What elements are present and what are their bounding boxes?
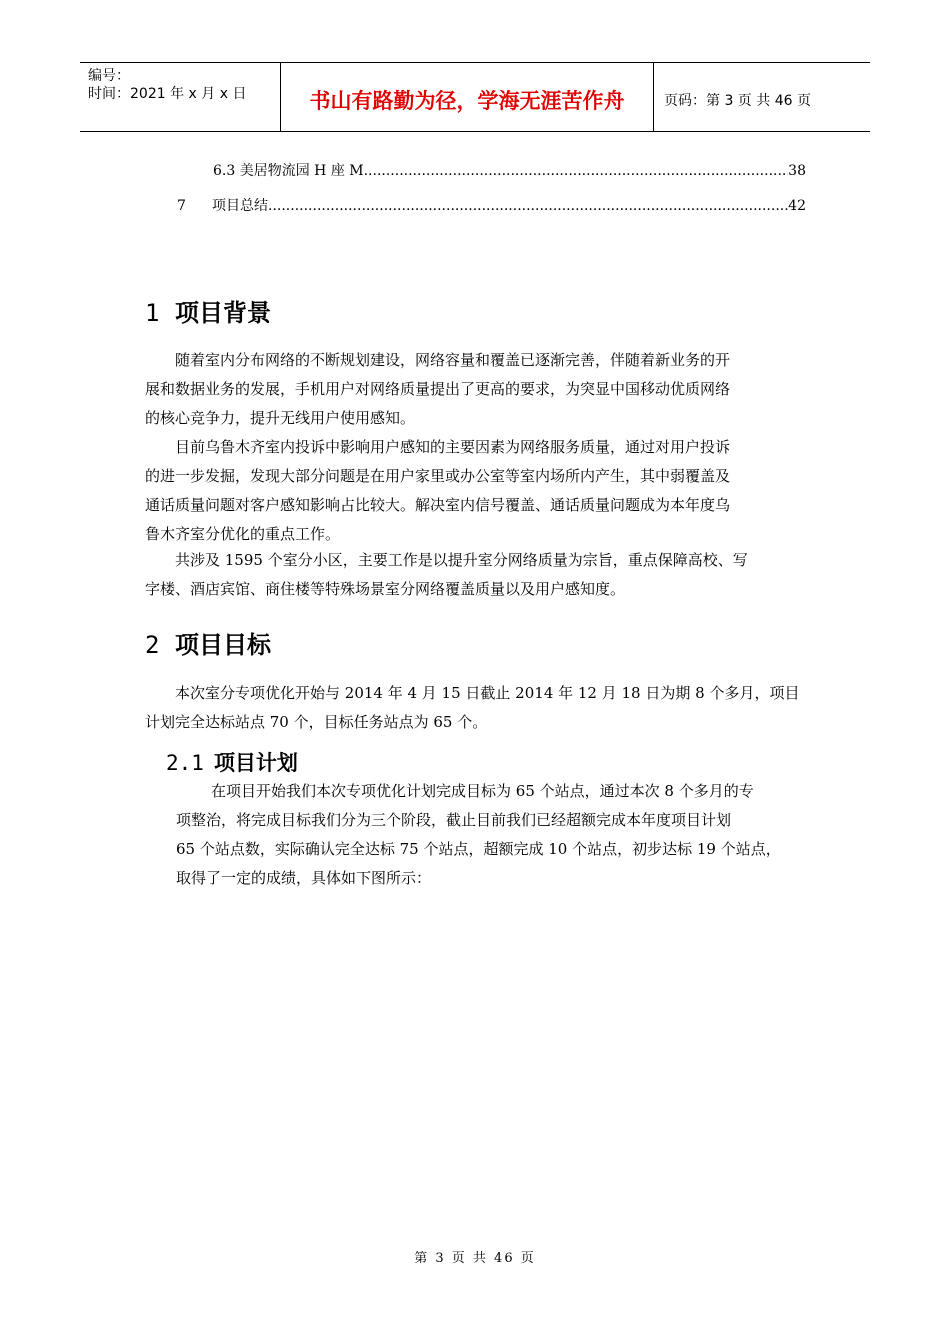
text-line: 随着室内分布网络的不断规划建设，网络容量和覆盖已逐渐完善，伴随着新业务的开 [175, 351, 731, 369]
text-line: 通话质量问题对客户感知影响占比较大。解决室内信号覆盖、通话质量问题成为本年度乌 [145, 496, 731, 514]
text-line: 字楼、酒店宾馆、商住楼等特殊场景室分网络覆盖质量以及用户感知度。 [145, 580, 626, 598]
toc-leader-dots [364, 163, 789, 179]
section-1-number: 1 [145, 299, 160, 327]
text-line: 65 个站点数，实际确认完全达标 75 个站点，超额完成 10 个站点，初步达标 19 个站点， [176, 840, 781, 858]
toc-entry-number: 7 [177, 198, 186, 214]
section-2-number: 2 [145, 631, 160, 659]
section-2-title: 项目目标 [175, 631, 271, 659]
page-header [80, 62, 870, 132]
section-2-1-paragraph [176, 777, 816, 893]
text-line: 取得了一定的成绩，具体如下图所示： [176, 869, 432, 887]
header-motto: 书山有路勤为径，学海无涯苦作舟 [281, 63, 654, 131]
section-2-paragraph [145, 679, 805, 737]
section-2-1-number: 2.1 [166, 751, 204, 775]
text-line: 的进一步发掘，发现大部分问题是在用户家里或办公室等室内场所内产生，其中弱覆盖及 [145, 467, 731, 485]
text-line: 计划完全达标站点 70 个，目标任务站点为 65 个。 [145, 713, 488, 731]
toc-entry[interactable] [213, 160, 806, 180]
section-1-paragraph-1 [145, 346, 805, 433]
header-page-info: 页码：第 3 页 共 46 页 [664, 93, 811, 109]
text-line: 在项目开始我们本次专项优化计划完成目标为 65 个站点，通过本次 8 个多月的专 [211, 782, 754, 800]
toc-entry-page: 42 [788, 198, 806, 214]
section-1-heading [145, 293, 271, 328]
section-2-1-heading [166, 747, 298, 777]
section-2-1-title: 项目计划 [213, 751, 298, 775]
toc-entry-text: 项目总结 [212, 198, 268, 214]
section-1-paragraph-2 [145, 433, 805, 549]
toc-entry-text: 6.3 美居物流园 H 座 M [213, 163, 364, 179]
header-meta [80, 63, 281, 131]
text-line: 的核心竞争力，提升无线用户使用感知。 [145, 409, 416, 427]
text-line: 项整治，将完成目标我们分为三个阶段，截止目前我们已经超额完成本年度项目计划 [176, 811, 732, 829]
toc-entry[interactable] [177, 195, 806, 215]
section-1-title: 项目背景 [175, 299, 271, 327]
text-line: 展和数据业务的发展，手机用户对网络质量提出了更高的要求，为突显中国移动优质网络 [145, 380, 731, 398]
header-code-label: 编号： [88, 68, 130, 84]
header-time-label: 时间：2021 年 x 月 x 日 [88, 86, 247, 102]
toc-entry-page: 38 [788, 163, 806, 179]
text-line: 本次室分专项优化开始与 2014 年 4 月 15 日截止 2014 年 12 月 18 日为期 8 个多月，项目 [175, 684, 800, 702]
section-2-heading [145, 625, 271, 660]
section-1-paragraph-3 [145, 546, 805, 604]
text-line: 鲁木齐室分优化的重点工作。 [145, 525, 341, 543]
page-footer: 第 3 页 共 46 页 [414, 1251, 536, 1266]
text-line: 目前乌鲁木齐室内投诉中影响用户感知的主要因素为网络服务质量，通过对用户投诉 [175, 438, 731, 456]
toc-leader-dots [268, 198, 788, 214]
text-line: 共涉及 1595 个室分小区，主要工作是以提升室分网络质量为宗旨，重点保障高校、写 [175, 551, 748, 569]
